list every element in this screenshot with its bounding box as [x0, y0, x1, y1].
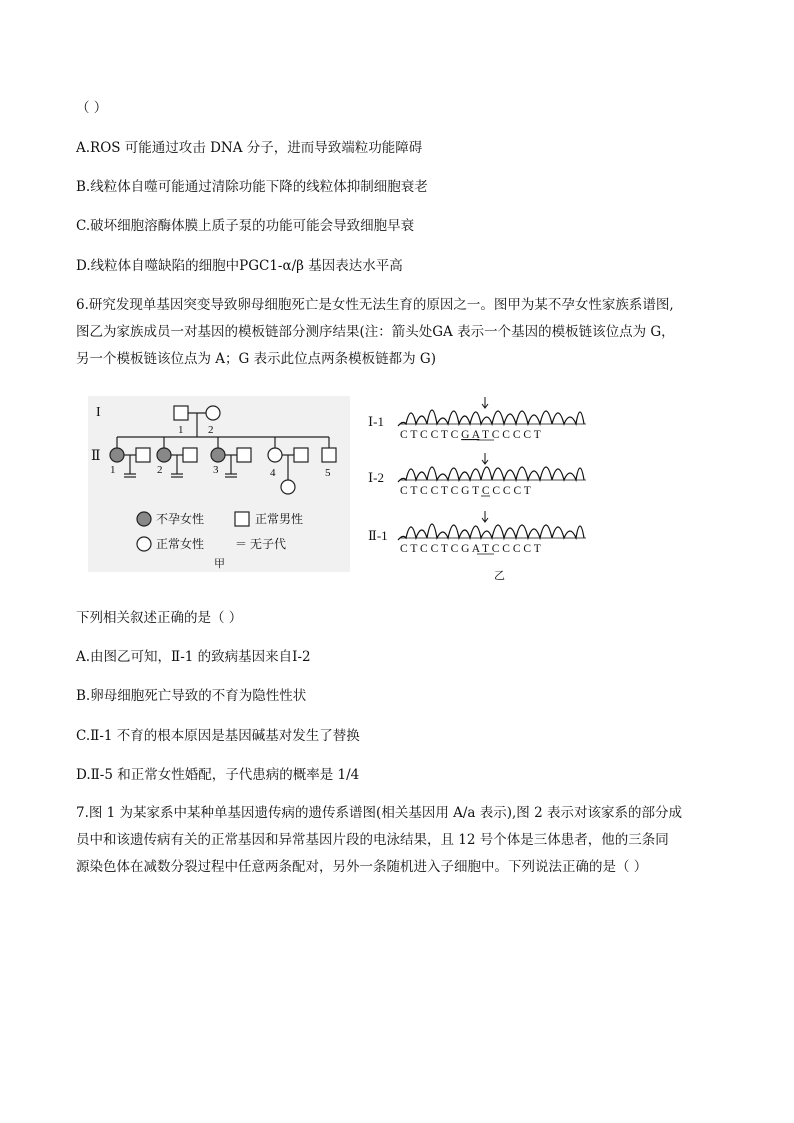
- figure-yi-caption: 乙: [494, 570, 505, 582]
- legend-normal-male-symbol: [235, 512, 249, 526]
- seq-row-3-label: Ⅱ-1: [368, 528, 388, 543]
- q5-option-a: A.ROS 可能通过攻击 DNA 分子，进而导致端粒功能障碍: [76, 140, 423, 156]
- seq-row-1-pre: C T C C T C: [400, 429, 462, 441]
- I-2-label: 2: [208, 424, 214, 436]
- II-2-label: 2: [157, 464, 163, 476]
- II-3-infertile-female: [211, 448, 225, 462]
- II-4-label: 4: [270, 467, 276, 479]
- seq-row-3-post: T C C C C T: [479, 543, 541, 555]
- q6-option-c: C.Ⅱ-1 不育的根本原因是基因碱基对发生了替换: [76, 728, 360, 744]
- legend-infertile-female: 不孕女性: [156, 512, 205, 526]
- q7-stem-line-2: 员中和该遗传病有关的正常基因和异常基因片段的电泳结果，且 12 号个体是三体患者，他的三条同: [76, 832, 669, 848]
- seq-row-2-arrow: [482, 453, 488, 464]
- legend-normal-male: 正常男性: [255, 512, 304, 526]
- II-3-label: 3: [213, 464, 219, 476]
- q7-stem-line-3: 源染色体在减数分裂过程中任意两条配对，另外一条随机进入子细胞中。下列说法正确的是（ ）: [76, 859, 648, 875]
- II-5-label: 5: [325, 467, 331, 479]
- seq-row-3-arrow: [482, 511, 488, 522]
- svg-text:C T C C T C G A T C C C C T: [400, 543, 541, 555]
- q5-option-b: B.线粒体自噬可能通过清除功能下降的线粒体抑制细胞衰老: [76, 179, 428, 195]
- II-5-normal-male: [322, 448, 336, 462]
- seq-row-1-arrow: [482, 397, 488, 408]
- q5-option-d: D.线粒体自噬缺陷的细胞中PGC1-α/β 基因表达水平高: [76, 258, 403, 274]
- q6-stem-line-3: 另一个模板链该位点为 A；G 表示此位点两条模板链都为 G): [76, 351, 436, 367]
- II-4-normal-female: [268, 448, 282, 462]
- svg-text:C T C C T C G A T C C C C T: [400, 429, 541, 441]
- q6-option-a: A.由图乙可知，Ⅱ-1 的致病基因来自I-2: [76, 649, 311, 665]
- q6-option-b: B.卵母细胞死亡导致的不育为隐性性状: [76, 688, 307, 704]
- seq-row-3-site: G A: [461, 543, 480, 555]
- seq-row-3-pre: C T C C T C: [400, 543, 462, 555]
- I-1-label: 1: [178, 424, 184, 436]
- seq-row-2-post: T C C C C T: [469, 485, 531, 497]
- seq-row-2-site: G: [461, 485, 470, 497]
- II-1-label: 1: [110, 464, 116, 476]
- gen-label-I: I: [96, 405, 101, 420]
- I-2-normal-female: [206, 406, 220, 420]
- seq-row-1-post: T C C C C T: [479, 429, 541, 441]
- II-2-infertile-female: [157, 448, 171, 462]
- q5-answer-paren: （ ）: [76, 100, 108, 116]
- II-1-infertile-female: [110, 448, 124, 462]
- seq-row-2-pre: C T C C T C: [400, 485, 462, 497]
- svg-text:C T C C T C G T C C C C T: [400, 485, 531, 497]
- I-1-normal-male: [174, 406, 188, 420]
- sequencing-figure: [366, 394, 592, 586]
- seq-row-1-site: G A: [461, 429, 480, 441]
- legend-normal-female-symbol: [137, 537, 151, 551]
- q6-stem-line-1: 6.研究发现单基因突变导致卵母细胞死亡是女性无法生育的原因之一。图甲为某不孕女性家族系谱图,: [76, 297, 674, 313]
- gen-label-II: Ⅱ: [91, 449, 101, 464]
- q7-stem-line-1: 7.图 1 为某家系中某种单基因遗传病的遗传系谱图(相关基因用 A/a 表示),图 2 表示对该家系的部分成: [76, 805, 682, 821]
- figure-jia-caption: 甲: [214, 558, 225, 570]
- q6-stem-line-2: 图乙为家族成员一对基因的模板链部分测序结果(注：箭头处GA 表示一个基因的模板链该位点为 G，: [76, 324, 675, 340]
- seq-row-1-label: Ⅰ-1: [368, 414, 384, 429]
- III-normal-female: [281, 480, 295, 494]
- legend-infertile-female-symbol: [137, 512, 151, 526]
- pedigree-figure: [88, 396, 350, 572]
- q6-option-d: D.Ⅱ-5 和正常女性婚配，子代患病的概率是 1/4: [76, 767, 360, 783]
- legend-normal-female: 正常女性: [156, 537, 205, 551]
- seq-row-3-trace: [398, 524, 584, 540]
- q5-option-c: C.破坏细胞溶酶体膜上质子泵的功能可能会导致细胞早衰: [76, 218, 415, 234]
- seq-row-2-label: Ⅰ-2: [368, 470, 384, 485]
- legend-no-offspring: ＝ 无子代: [235, 537, 287, 551]
- q6-question: 下列相关叙述正确的是（ ）: [76, 610, 243, 626]
